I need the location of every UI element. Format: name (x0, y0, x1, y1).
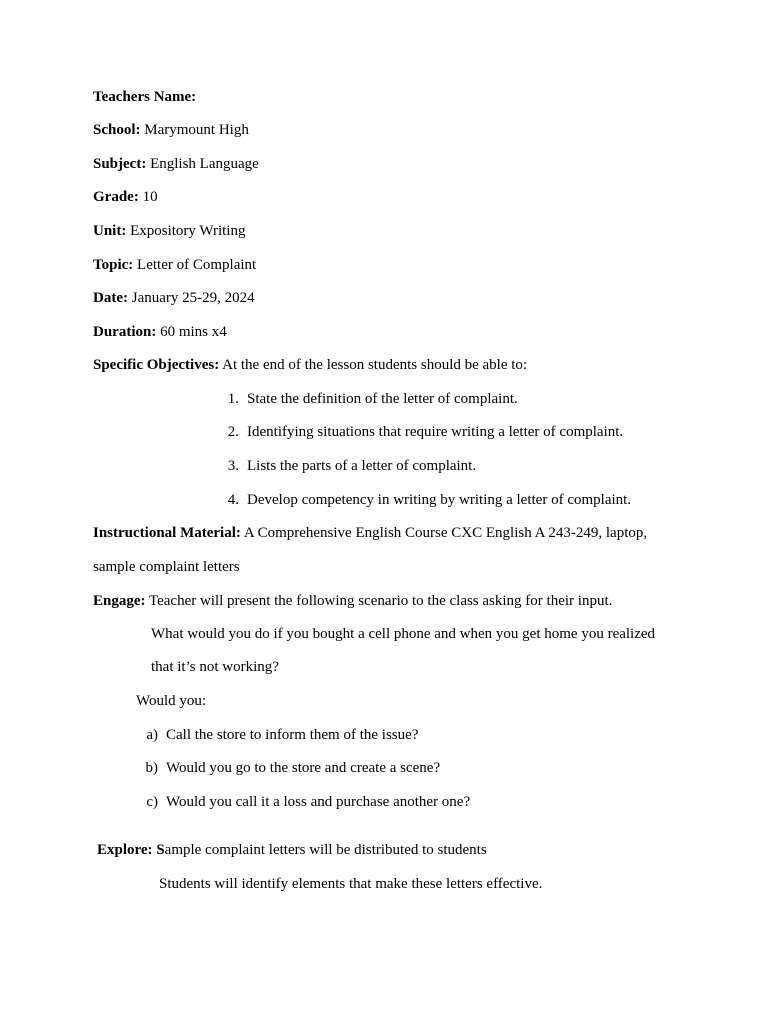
grade-field (93, 188, 158, 206)
engage-option (136, 793, 470, 811)
objective-item (217, 390, 518, 408)
option-text: Would you call it a loss and purchase another one? (166, 794, 471, 810)
topic-label: Topic: (93, 257, 134, 273)
scenario-line-2: that it’s not working? (151, 659, 279, 675)
engage-text: Teacher will present the following scenario to the class asking for their input. (145, 593, 613, 609)
explore-label: Explore: (97, 842, 153, 858)
date-field (93, 289, 255, 307)
school-field (93, 121, 249, 139)
topic-field (93, 256, 256, 274)
teachers-name-field (93, 88, 196, 106)
material-line-1 (93, 524, 647, 542)
objective-item (217, 423, 623, 441)
duration-label: Duration: (93, 324, 157, 340)
objective-text: State the definition of the letter of complaint. (247, 391, 518, 407)
objectives-label: Specific Objectives: (93, 357, 220, 373)
unit-field (93, 222, 245, 240)
engage-label: Engage: (93, 593, 146, 609)
explore-line-2: Students will identify elements that make these letters effective. (159, 876, 543, 892)
option-text: Call the store to inform them of the issue? (166, 727, 419, 743)
objective-number: 3. (227, 458, 239, 474)
option-text: Would you go to the store and create a scene? (166, 760, 441, 776)
engage-line (93, 592, 612, 610)
option-letter: a) (146, 727, 158, 743)
objective-number: 1. (227, 391, 239, 407)
option-letter: b) (145, 760, 158, 776)
objective-text: Develop competency in writing by writing a letter of complaint. (247, 492, 632, 508)
topic-value: Letter of Complaint (133, 257, 257, 273)
date-label: Date: (93, 290, 128, 306)
duration-value: 60 mins x4 (156, 324, 227, 340)
option-letter: c) (146, 794, 158, 810)
explore-line (97, 841, 487, 859)
material-label: Instructional Material: (93, 525, 241, 541)
explore-first-letter: S (152, 842, 165, 858)
school-label: School: (93, 122, 141, 138)
grade-label: Grade: (93, 189, 139, 205)
objective-text: Lists the parts of a letter of complaint. (247, 458, 477, 474)
objective-text: Identifying situations that require writing a letter of complaint. (247, 424, 624, 440)
unit-value: Expository Writing (126, 223, 246, 239)
engage-option (136, 759, 440, 777)
objectives-intro-text: At the end of the lesson students should be able to: (219, 357, 528, 373)
grade-value: 10 (138, 189, 158, 205)
subject-value: English Language (146, 156, 259, 172)
duration-field (93, 323, 227, 341)
subject-field (93, 155, 259, 173)
material-line-2: sample complaint letters (93, 559, 240, 575)
subject-label: Subject: (93, 156, 147, 172)
material-text: A Comprehensive English Course CXC English A 243-249, laptop, (240, 525, 648, 541)
objective-item (217, 491, 631, 509)
school-value: Marymount High (140, 122, 249, 138)
date-value: January 25-29, 2024 (127, 290, 255, 306)
engage-prompt: Would you: (136, 693, 207, 709)
scenario-line-1: What would you do if you bought a cell phone and when you get home you realized (151, 626, 656, 642)
engage-option (136, 726, 418, 744)
unit-label: Unit: (93, 223, 127, 239)
objectives-intro (93, 356, 527, 374)
objective-number: 2. (227, 424, 239, 440)
explore-text: ample complaint letters will be distributed to students (164, 842, 487, 858)
objective-item (217, 457, 476, 475)
teachers-name-label: Teachers Name: (93, 89, 197, 105)
objective-number: 4. (227, 492, 239, 508)
